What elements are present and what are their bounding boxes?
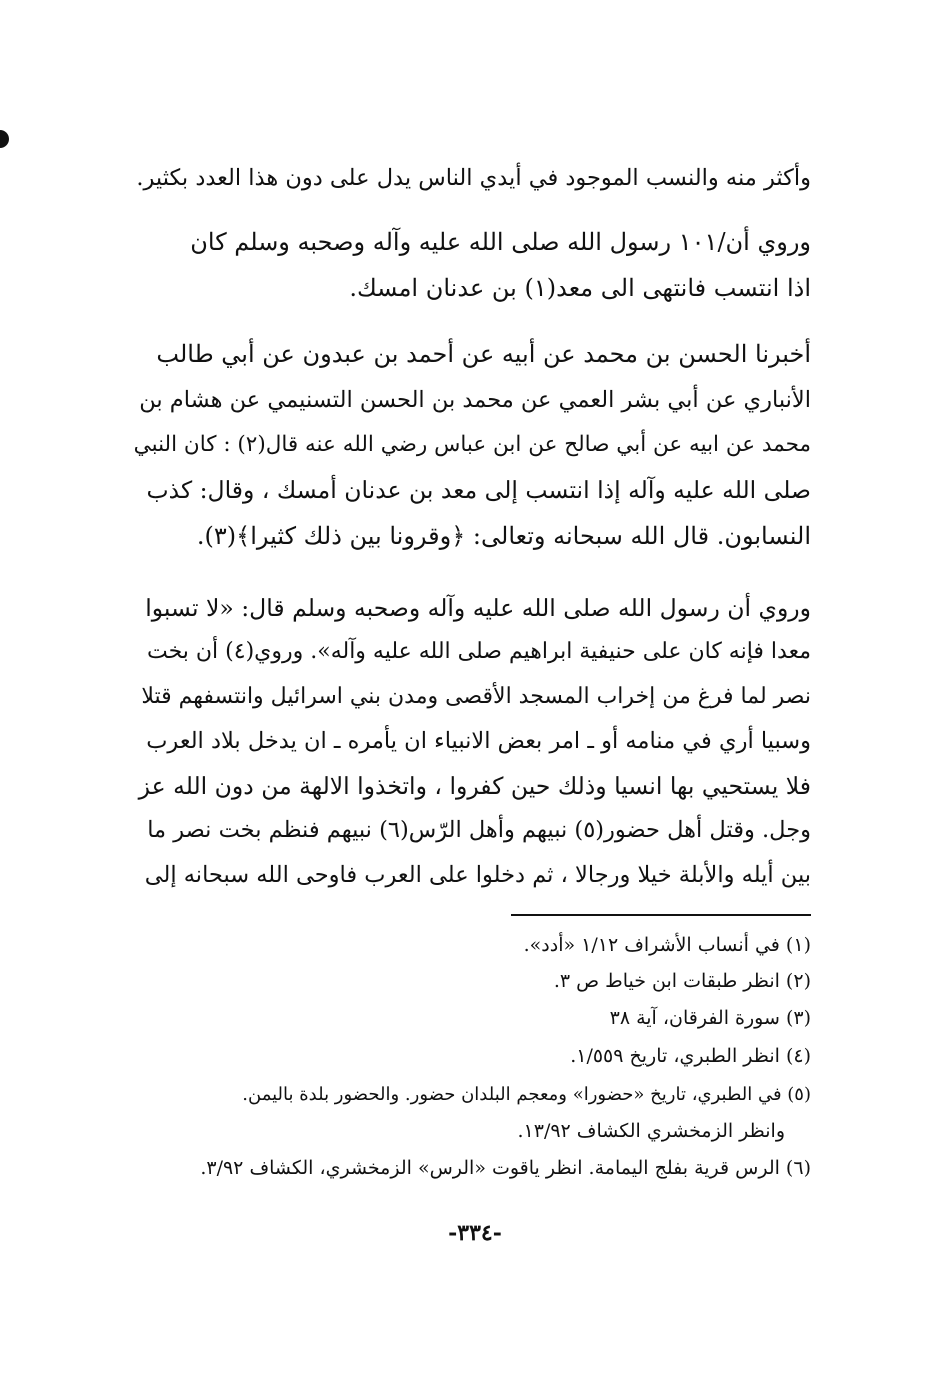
body-line: الأنباري عن أبي بشر العمي عن محمد بن الحسن التسنيمي عن هشام بن xyxy=(139,387,811,413)
footnote-5: (٥) في الطبري، تاريخ «حضورا» ومعجم البلدان حضور. والحضور بلدة باليمن. xyxy=(242,1084,811,1105)
footnote-5-continued: وانظر الزمخشري الكشاف ١٣/٩٢. xyxy=(517,1120,785,1142)
body-line: أخبرنا الحسن بن محمد عن أبيه عن أحمد بن عبدون عن أبي طالب xyxy=(156,340,811,368)
body-line: وسبيا أري في منامه أو ـ امر بعض الانبياء ان يأمره ـ ان يدخل بلاد العرب xyxy=(146,728,811,754)
footnote-separator xyxy=(511,914,811,916)
body-line: وروي أن رسول الله صلى الله عليه وآله وصحبه وسلم قال: «لا تسبوا xyxy=(145,594,811,622)
body-line: وروي أن/١٠١ رسول الله صلى الله عليه وآله وصحبه وسلم كان xyxy=(190,228,811,256)
footnote-3: (٣) سورة الفرقان، آية ٣٨ xyxy=(609,1007,811,1029)
footnote-1: (١) في أنساب الأشراف ١/١٢ «أدد». xyxy=(523,934,811,956)
footnote-6: (٦) الرس قرية بفلج اليمامة. انظر ياقوت «الرس» الزمخشري، الكشاف ٣/٩٢. xyxy=(200,1157,811,1179)
margin-mark xyxy=(0,130,9,148)
footnote-2: (٢) انظر طبقات ابن خياط ص ٣. xyxy=(553,970,811,992)
body-line: النسابون. قال الله سبحانه وتعالى: ﴿وقرونا بين ذلك كثيرا﴾(٣). xyxy=(196,522,811,550)
body-line: محمد عن ابيه عن أبي صالح عن ابن عباس رضي الله عنه قال(٢) : كان النبي xyxy=(133,432,811,457)
body-line: معدا فإنه كان على حنيفية ابراهيم صلى الله عليه وآله». وروي(٤) أن بخت xyxy=(146,639,811,664)
page-number: -٣٣٤- xyxy=(448,1220,502,1246)
body-line: بين أيله والأبلة خيلا ورجالا ، ثم دخلوا على العرب فاوحى الله سبحانه إلى xyxy=(144,862,811,888)
body-line: صلى الله عليه وآله إذا انتسب إلى معد بن عدنان أمسك ، وقال: كذب xyxy=(146,476,811,504)
body-line: وأكثر منه والنسب الموجود في أيدي الناس يدل على دون هذا العدد بكثير. xyxy=(136,165,811,191)
body-line: نصر لما فرغ من إخراب المسجد الأقصى ومدن بني اسرائيل وانتسفهم قتلا xyxy=(141,684,811,709)
body-line: اذا انتسب فانتهى الى معد(١) بن عدنان امسك. xyxy=(349,274,811,302)
body-line: فلا يستحيي بها انسيا وذلك حين كفروا ، واتخذوا الالهة من دون الله عز xyxy=(138,772,811,800)
body-line: وجل. وقتل أهل حضور(٥) نبيهم وأهل الرّس(٦) نبيهم فنظم بخت نصر ما xyxy=(147,817,811,843)
footnote-4: (٤) انظر الطبري، تاريخ ١/٥٥٩. xyxy=(570,1045,811,1067)
